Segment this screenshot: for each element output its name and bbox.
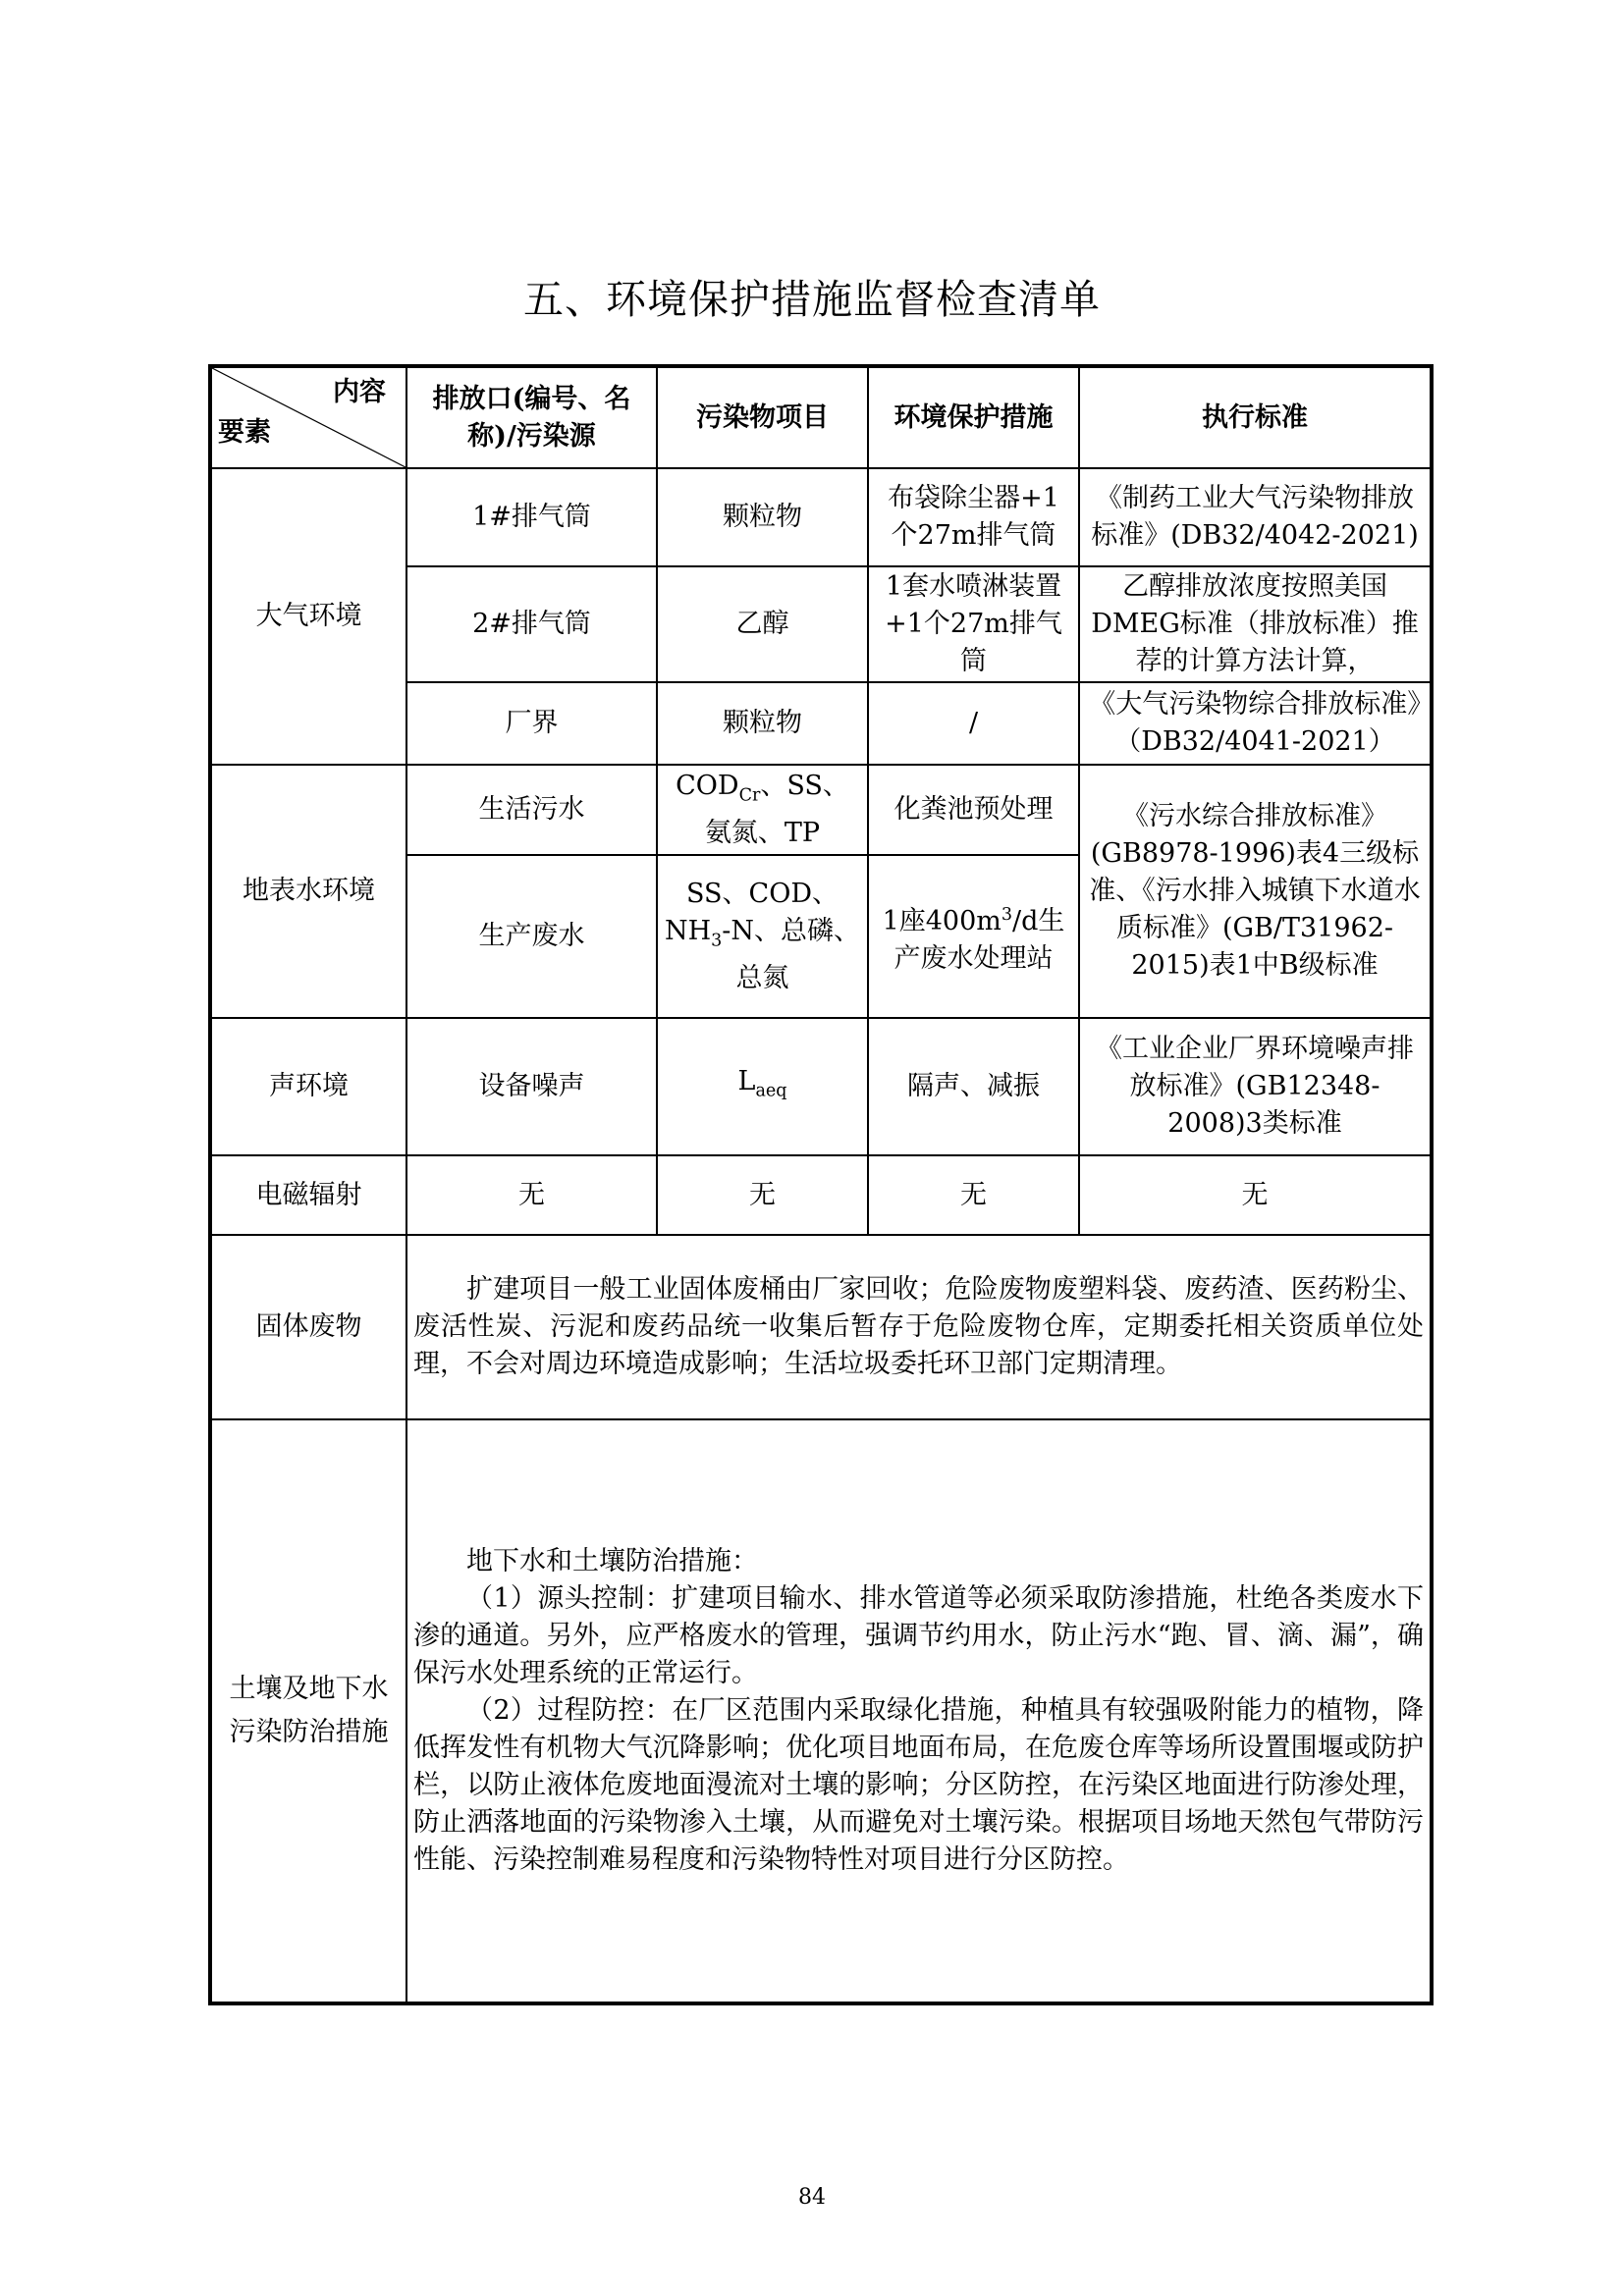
- measure-cell: 1套水喷淋装置+1个27m排气筒: [868, 566, 1079, 682]
- element-solid: 固体废物: [210, 1235, 406, 1419]
- pollutant-text: L: [737, 1066, 756, 1097]
- diag-label-content: 内容: [333, 377, 386, 407]
- standard-cell: 《制药工业大气污染物排放标准》(DB32/4042-2021): [1079, 468, 1432, 566]
- pollutant-subscript: aeq: [755, 1081, 787, 1101]
- header-row: [210, 366, 1432, 468]
- standard-cell: 《大气污染物综合排放标准》（DB32/4041-2021）: [1079, 682, 1432, 765]
- standard-cell: 无: [1079, 1155, 1432, 1235]
- page-number: 84: [798, 2185, 826, 2210]
- paragraph: 地下水和土壤防治措施：: [466, 1546, 758, 1576]
- pollutant-subscript: Cr: [738, 785, 761, 806]
- pollutant-cell: [657, 855, 868, 1018]
- measure-cell: 隔声、减振: [868, 1018, 1079, 1155]
- pollutant-cell: [657, 765, 868, 855]
- measure-cell: 无: [868, 1155, 1079, 1235]
- pollutant-text: 、SS、氨氮、TP: [704, 771, 849, 848]
- measure-cell: /: [868, 682, 1079, 765]
- standard-cell: 《污水综合排放标准》(GB8978-1996)表4三级标准、《污水排入城镇下水道水质标准》(GB/T31962-2015)表1中B级标准: [1079, 765, 1432, 1018]
- pollutant-cell: 乙醇: [657, 566, 868, 682]
- element-noise: 声环境: [210, 1018, 406, 1155]
- soil-groundwater-description: [406, 1419, 1432, 2003]
- pollutant-cell: 无: [657, 1155, 868, 1235]
- paragraph: 扩建项目一般工业固体废桶由厂家回收；危险废物废塑料袋、废药渣、医药粉尘、废活性炭、污泥和废药品统一收集后暂存于危险废物仓库，定期委托相关资质单位处理，不会对周边环境造成影响；生活垃圾委托环卫部门定期清理。: [413, 1274, 1424, 1379]
- measure-cell: 布袋除尘器+1个27m排气筒: [868, 468, 1079, 566]
- header-source: 排放口(编号、名称)/污染源: [406, 366, 657, 468]
- pollutant-subscript: 3: [711, 931, 723, 951]
- table-row: [210, 1235, 1432, 1419]
- header-pollutant: 污染物项目: [657, 366, 868, 468]
- measure-cell: [868, 855, 1079, 1018]
- pollutant-text: COD: [676, 771, 739, 802]
- header-measure: 环境保护措施: [868, 366, 1079, 468]
- solid-waste-description: [406, 1235, 1432, 1419]
- table-row: [210, 468, 1432, 566]
- diag-label-element: 要素: [218, 417, 271, 448]
- source-cell: 生活污水: [406, 765, 657, 855]
- table-row: [210, 1018, 1432, 1155]
- measure-cell: 化粪池预处理: [868, 765, 1079, 855]
- page-title: 五、环境保护措施监督检查清单: [523, 276, 1101, 323]
- source-cell: 1#排气筒: [406, 468, 657, 566]
- element-water: 地表水环境: [210, 765, 406, 1018]
- paragraph: （2）过程防控：在厂区范围内采取绿化措施，种植具有较强吸附能力的植物，降低挥发性有机物大气沉降影响；优化项目地面布局，在危废仓库等场所设置围堰或防护栏，以防止液体危废地面漫流对土壤的影响；分区防控，在污染区地面进行防渗处理，防止洒落地面的污染物渗入土壤，从而避免对土壤污染。根据项目场地天然包气带防污性能、污染控制难易程度和污染物特性对项目进行分区防控。: [413, 1695, 1424, 1875]
- pollutant-text: SS、COD、NH: [664, 879, 839, 947]
- source-cell: 生产废水: [406, 855, 657, 1018]
- measure-text: /d生产废水处理站: [893, 905, 1065, 974]
- table-row: [210, 1419, 1432, 2003]
- pollutant-cell: 颗粒物: [657, 468, 868, 566]
- element-em: 电磁辐射: [210, 1155, 406, 1235]
- table-row: [210, 765, 1432, 855]
- diagonal-header-cell: [210, 366, 406, 468]
- table-row: [210, 1155, 1432, 1235]
- source-cell: 2#排气筒: [406, 566, 657, 682]
- source-cell: 设备噪声: [406, 1018, 657, 1155]
- header-standard: 执行标准: [1079, 366, 1432, 468]
- standard-cell: 《工业企业厂界环境噪声排放标准》(GB12348-2008)3类标准: [1079, 1018, 1432, 1155]
- pollutant-cell: 颗粒物: [657, 682, 868, 765]
- source-cell: 厂界: [406, 682, 657, 765]
- measure-superscript: 3: [1001, 904, 1013, 925]
- element-soil: 土壤及地下水污染防治措施: [210, 1419, 406, 2003]
- source-cell: 无: [406, 1155, 657, 1235]
- element-air: 大气环境: [210, 468, 406, 765]
- inspection-checklist-table: [208, 364, 1434, 2005]
- paragraph: （1）源头控制：扩建项目输水、排水管道等必须采取防渗措施，杜绝各类废水下渗的通道。另外，应严格废水的管理，强调节约用水，防止污水“跑、冒、滴、漏”，确保污水处理系统的正常运行。: [413, 1583, 1424, 1688]
- pollutant-text: -N、总磷、总氮: [722, 916, 861, 993]
- pollutant-cell: [657, 1018, 868, 1155]
- measure-text: 1座400m: [882, 905, 1001, 936]
- standard-cell: 乙醇排放浓度按照美国DMEG标准（排放标准）推荐的计算方法计算，: [1079, 566, 1432, 682]
